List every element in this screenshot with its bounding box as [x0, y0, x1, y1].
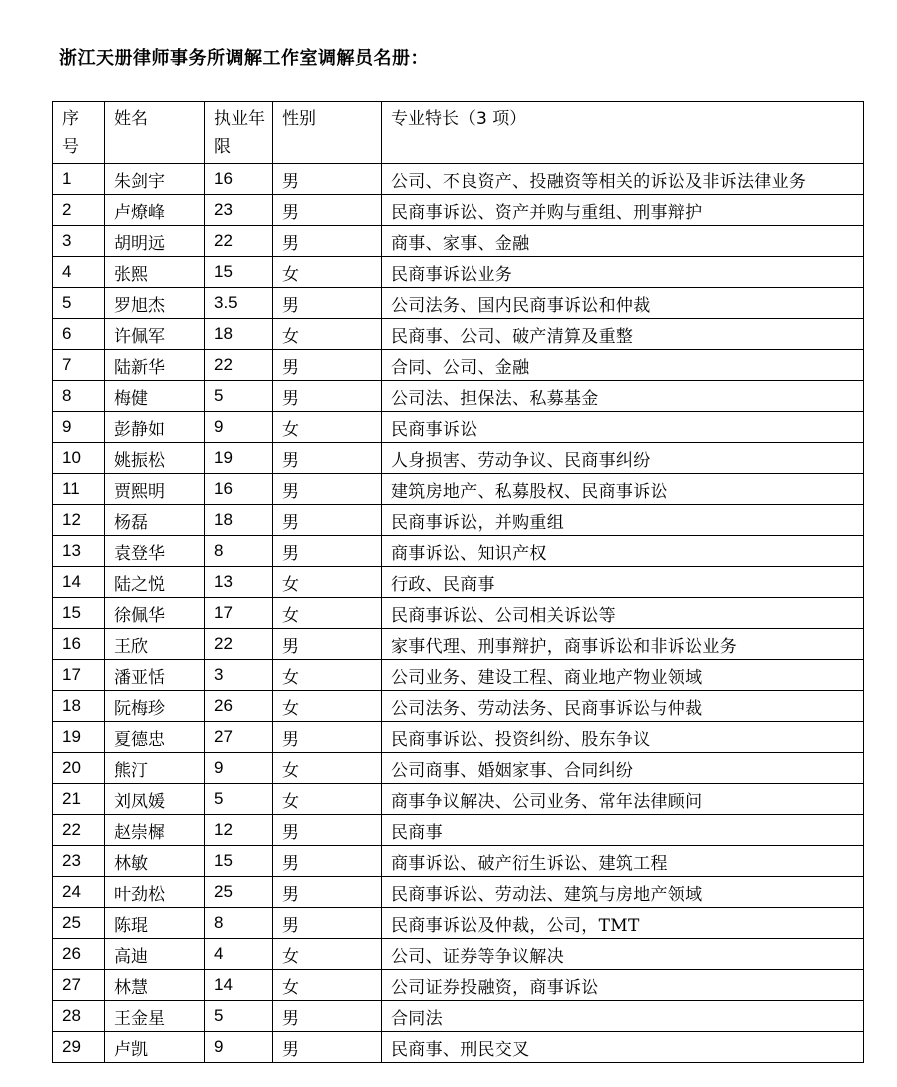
gender: 男	[273, 164, 382, 195]
specialty: 商事争议解决、公司业务、常年法律顾问	[382, 784, 864, 815]
practice-years: 22	[205, 226, 273, 257]
row-number: 24	[53, 877, 105, 908]
specialty: 公司法务、劳动法务、民商事诉讼与仲裁	[382, 691, 864, 722]
practice-years: 14	[205, 970, 273, 1001]
gender: 男	[273, 195, 382, 226]
row-number: 12	[53, 505, 105, 536]
gender: 女	[273, 753, 382, 784]
specialty: 民商事诉讼业务	[382, 257, 864, 288]
row-number: 7	[53, 350, 105, 381]
gender: 女	[273, 567, 382, 598]
practice-years: 12	[205, 815, 273, 846]
practice-years: 18	[205, 505, 273, 536]
mediator-name: 夏德忠	[105, 722, 205, 753]
header-years: 执业年限	[205, 102, 273, 164]
row-number: 6	[53, 319, 105, 350]
practice-years: 17	[205, 598, 273, 629]
specialty: 商事、家事、金融	[382, 226, 864, 257]
specialty: 公司证券投融资，商事诉讼	[382, 970, 864, 1001]
gender: 女	[273, 257, 382, 288]
specialty: 公司业务、建设工程、商业地产物业领域	[382, 660, 864, 691]
table-row	[53, 598, 864, 629]
gender: 女	[273, 598, 382, 629]
table-row	[53, 660, 864, 691]
gender: 女	[273, 939, 382, 970]
table-row	[53, 381, 864, 412]
row-number: 15	[53, 598, 105, 629]
row-number: 11	[53, 474, 105, 505]
mediator-name: 罗旭杰	[105, 288, 205, 319]
mediator-name: 卢凯	[105, 1032, 205, 1063]
specialty: 民商事	[382, 815, 864, 846]
practice-years: 19	[205, 443, 273, 474]
mediator-name: 阮梅珍	[105, 691, 205, 722]
mediator-name: 叶劲松	[105, 877, 205, 908]
table-row	[53, 846, 864, 877]
table-header-row	[53, 102, 864, 164]
row-number: 5	[53, 288, 105, 319]
table-row	[53, 629, 864, 660]
mediator-name: 陈琨	[105, 908, 205, 939]
mediator-name: 彭静如	[105, 412, 205, 443]
table-row	[53, 815, 864, 846]
row-number: 10	[53, 443, 105, 474]
table-body	[53, 164, 864, 1063]
specialty: 公司商事、婚姻家事、合同纠纷	[382, 753, 864, 784]
gender: 男	[273, 815, 382, 846]
gender: 女	[273, 784, 382, 815]
table-row	[53, 567, 864, 598]
mediator-name: 梅健	[105, 381, 205, 412]
practice-years: 3	[205, 660, 273, 691]
practice-years: 18	[205, 319, 273, 350]
row-number: 17	[53, 660, 105, 691]
specialty: 商事诉讼、破产衍生诉讼、建筑工程	[382, 846, 864, 877]
practice-years: 26	[205, 691, 273, 722]
mediator-name: 熊汀	[105, 753, 205, 784]
specialty: 民商事诉讼、资产并购与重组、刑事辩护	[382, 195, 864, 226]
row-number: 21	[53, 784, 105, 815]
mediator-name: 赵崇樨	[105, 815, 205, 846]
table-row	[53, 257, 864, 288]
mediator-name: 徐佩华	[105, 598, 205, 629]
table-row	[53, 1032, 864, 1063]
table-row	[53, 164, 864, 195]
specialty: 公司、证券等争议解决	[382, 939, 864, 970]
gender: 男	[273, 536, 382, 567]
gender: 男	[273, 381, 382, 412]
table-row	[53, 350, 864, 381]
specialty: 民商事诉讼及仲裁，公司，TMT	[382, 908, 864, 939]
specialty: 民商事诉讼、劳动法、建筑与房地产领域	[382, 877, 864, 908]
row-number: 22	[53, 815, 105, 846]
gender: 男	[273, 722, 382, 753]
row-number: 23	[53, 846, 105, 877]
practice-years: 23	[205, 195, 273, 226]
practice-years: 22	[205, 350, 273, 381]
specialty: 民商事诉讼，并购重组	[382, 505, 864, 536]
gender: 男	[273, 350, 382, 381]
table-row	[53, 536, 864, 567]
table-row	[53, 474, 864, 505]
table-row	[53, 288, 864, 319]
table-row	[53, 939, 864, 970]
specialty: 民商事诉讼、投资纠纷、股东争议	[382, 722, 864, 753]
mediator-name: 杨磊	[105, 505, 205, 536]
row-number: 19	[53, 722, 105, 753]
specialty: 行政、民商事	[382, 567, 864, 598]
mediator-name: 潘亚恬	[105, 660, 205, 691]
gender: 女	[273, 691, 382, 722]
gender: 男	[273, 505, 382, 536]
gender: 男	[273, 288, 382, 319]
practice-years: 8	[205, 908, 273, 939]
practice-years: 16	[205, 474, 273, 505]
table-row	[53, 970, 864, 1001]
row-number: 28	[53, 1001, 105, 1032]
gender: 男	[273, 908, 382, 939]
table-row	[53, 412, 864, 443]
specialty: 合同法	[382, 1001, 864, 1032]
table-row	[53, 505, 864, 536]
gender: 男	[273, 629, 382, 660]
mediator-name: 高迪	[105, 939, 205, 970]
mediator-name: 姚振松	[105, 443, 205, 474]
row-number: 1	[53, 164, 105, 195]
practice-years: 27	[205, 722, 273, 753]
gender: 男	[273, 877, 382, 908]
gender: 男	[273, 1032, 382, 1063]
row-number: 18	[53, 691, 105, 722]
specialty: 民商事、公司、破产清算及重整	[382, 319, 864, 350]
gender: 男	[273, 443, 382, 474]
mediator-name: 胡明远	[105, 226, 205, 257]
mediator-roster-table	[52, 101, 864, 1063]
table-row	[53, 908, 864, 939]
practice-years: 15	[205, 846, 273, 877]
specialty: 民商事诉讼	[382, 412, 864, 443]
document-title: 浙江天册律师事务所调解工作室调解员名册：	[59, 48, 429, 69]
specialty: 公司法务、国内民商事诉讼和仲裁	[382, 288, 864, 319]
practice-years: 5	[205, 784, 273, 815]
mediator-name: 许佩军	[105, 319, 205, 350]
mediator-name: 张熙	[105, 257, 205, 288]
row-number: 14	[53, 567, 105, 598]
table-row	[53, 877, 864, 908]
header-specialty: 专业特长（3 项）	[382, 102, 864, 164]
practice-years: 25	[205, 877, 273, 908]
row-number: 2	[53, 195, 105, 226]
specialty: 人身损害、劳动争议、民商事纠纷	[382, 443, 864, 474]
table-row	[53, 722, 864, 753]
practice-years: 9	[205, 1032, 273, 1063]
specialty: 民商事、刑民交叉	[382, 1032, 864, 1063]
mediator-name: 陆之悦	[105, 567, 205, 598]
gender: 女	[273, 412, 382, 443]
practice-years: 5	[205, 381, 273, 412]
row-number: 4	[53, 257, 105, 288]
practice-years: 8	[205, 536, 273, 567]
header-name: 姓名	[105, 102, 205, 164]
practice-years: 13	[205, 567, 273, 598]
row-number: 9	[53, 412, 105, 443]
gender: 男	[273, 1001, 382, 1032]
gender: 男	[273, 474, 382, 505]
specialty: 商事诉讼、知识产权	[382, 536, 864, 567]
specialty: 公司、不良资产、投融资等相关的诉讼及非诉法律业务	[382, 164, 864, 195]
mediator-name: 袁登华	[105, 536, 205, 567]
gender: 男	[273, 846, 382, 877]
header-gender: 性别	[273, 102, 382, 164]
specialty: 民商事诉讼、公司相关诉讼等	[382, 598, 864, 629]
table-row	[53, 319, 864, 350]
practice-years: 22	[205, 629, 273, 660]
table-row	[53, 784, 864, 815]
mediator-name: 卢燎峰	[105, 195, 205, 226]
table-row	[53, 195, 864, 226]
row-number: 27	[53, 970, 105, 1001]
row-number: 29	[53, 1032, 105, 1063]
row-number: 26	[53, 939, 105, 970]
row-number: 25	[53, 908, 105, 939]
mediator-name: 贾熙明	[105, 474, 205, 505]
mediator-name: 刘凤媛	[105, 784, 205, 815]
mediator-name: 林慧	[105, 970, 205, 1001]
mediator-name: 王金星	[105, 1001, 205, 1032]
table-row	[53, 226, 864, 257]
row-number: 8	[53, 381, 105, 412]
gender: 男	[273, 226, 382, 257]
practice-years: 16	[205, 164, 273, 195]
gender: 女	[273, 660, 382, 691]
table-row	[53, 443, 864, 474]
mediator-name: 陆新华	[105, 350, 205, 381]
practice-years: 9	[205, 753, 273, 784]
table-row	[53, 753, 864, 784]
practice-years: 5	[205, 1001, 273, 1032]
gender: 女	[273, 970, 382, 1001]
row-number: 16	[53, 629, 105, 660]
row-number: 13	[53, 536, 105, 567]
gender: 女	[273, 319, 382, 350]
practice-years: 9	[205, 412, 273, 443]
mediator-name: 林敏	[105, 846, 205, 877]
table-row	[53, 691, 864, 722]
specialty: 家事代理、刑事辩护，商事诉讼和非诉讼业务	[382, 629, 864, 660]
practice-years: 15	[205, 257, 273, 288]
mediator-name: 朱剑宇	[105, 164, 205, 195]
row-number: 20	[53, 753, 105, 784]
header-no: 序号	[53, 102, 105, 164]
practice-years: 3.5	[205, 288, 273, 319]
specialty: 合同、公司、金融	[382, 350, 864, 381]
specialty: 建筑房地产、私募股权、民商事诉讼	[382, 474, 864, 505]
table-row	[53, 1001, 864, 1032]
specialty: 公司法、担保法、私募基金	[382, 381, 864, 412]
mediator-name: 王欣	[105, 629, 205, 660]
row-number: 3	[53, 226, 105, 257]
practice-years: 4	[205, 939, 273, 970]
